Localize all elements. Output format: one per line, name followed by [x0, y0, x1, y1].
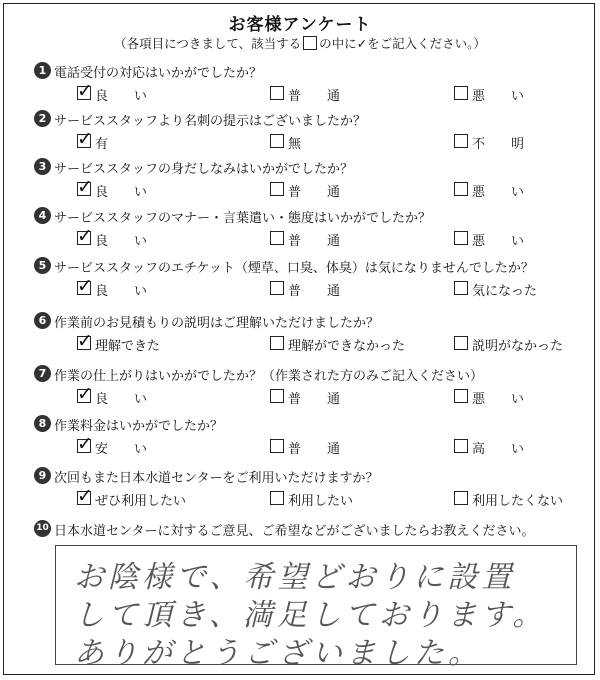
question-6 [34, 312, 594, 360]
answer-checkbox[interactable] [270, 134, 284, 148]
answer-label: 普 通 [288, 284, 341, 299]
question-9 [34, 467, 594, 515]
instruction-end: をご記入ください。） [367, 36, 486, 51]
answer-checkbox[interactable] [270, 86, 284, 100]
answer-checkbox[interactable] [77, 330, 93, 352]
question-text: 作業料金はいかがでしたか？ [54, 419, 224, 434]
answer-label: 理解ができなかった [288, 339, 406, 354]
answer-checkbox[interactable] [77, 433, 93, 455]
question-number: 7 [34, 365, 51, 382]
question-number: 9 [34, 467, 51, 484]
checkbox-sample-icon [303, 36, 317, 50]
answer-checkbox[interactable] [77, 225, 93, 247]
check-mark-icon: ✓ [77, 80, 93, 102]
instruction-before: （各項目につきまして、該当する [114, 36, 302, 51]
question-3 [34, 158, 594, 206]
question-number: 5 [34, 257, 51, 274]
question-number: 4 [34, 207, 51, 224]
question-4 [34, 207, 594, 255]
answer-label: 悪 い [472, 234, 525, 249]
answer-checkbox[interactable] [454, 336, 468, 350]
answer-checkbox[interactable] [454, 182, 468, 196]
question-number: 10 [34, 520, 51, 537]
question-1 [34, 62, 594, 110]
answer-label: 安 い [95, 442, 148, 457]
check-mark-icon: ✓ [77, 433, 93, 455]
answer-label: 普 通 [288, 234, 341, 249]
answer-label: 良 い [95, 89, 148, 104]
question-text: サービススタッフより名刺の提示はございましたか？ [54, 114, 367, 129]
free-comment-box[interactable] [55, 545, 577, 671]
answer-label: 悪 い [472, 392, 525, 407]
answer-label: 理解できた [95, 339, 161, 354]
answer-checkbox[interactable] [270, 281, 284, 295]
answer-label: 良 い [95, 185, 148, 200]
answer-label: 説明がなかった [472, 339, 564, 354]
question-number: 2 [34, 110, 51, 127]
answer-label: 利用したい [288, 494, 354, 509]
check-mark-icon: ✓ [77, 330, 93, 352]
answer-label: 良 い [95, 234, 148, 249]
question-text: 次回もまた日本水道センターをご利用いただけますか？ [54, 471, 379, 486]
answer-label: ぜひ利用したい [95, 494, 187, 509]
check-mark-icon: ✓ [77, 176, 93, 198]
question-5 [34, 257, 594, 305]
check-mark-icon: ✓ [77, 225, 93, 247]
answer-checkbox[interactable] [77, 128, 93, 150]
answer-checkbox[interactable] [454, 281, 468, 295]
question-text: 電話受付の対応はいかがでしたか？ [54, 66, 263, 81]
answer-checkbox[interactable] [77, 176, 93, 198]
question-2 [34, 110, 594, 158]
answer-checkbox[interactable] [270, 231, 284, 245]
answer-checkbox[interactable] [270, 389, 284, 403]
answer-label: 悪 い [472, 185, 525, 200]
answer-label: 普 通 [288, 89, 341, 104]
answer-label: 無 [288, 137, 302, 152]
page-title: お客様アンケート [228, 15, 372, 35]
answer-checkbox[interactable] [77, 275, 93, 297]
answer-label: 普 通 [288, 392, 341, 407]
check-mark-icon: ✓ [77, 383, 93, 405]
question-7 [34, 365, 594, 413]
answer-checkbox[interactable] [270, 336, 284, 350]
answer-checkbox[interactable] [270, 182, 284, 196]
answer-label: 良 い [95, 392, 148, 407]
answer-checkbox[interactable] [454, 439, 468, 453]
answer-checkbox[interactable] [77, 485, 93, 507]
instruction-text [0, 34, 600, 52]
question-number: 6 [34, 312, 51, 329]
answer-checkbox[interactable] [77, 80, 93, 102]
question-text: サービススタッフのエチケット（煙草、口臭、体臭）は気になりませんでしたか？ [54, 261, 534, 276]
check-mark-icon: ✓ [77, 128, 93, 150]
check-mark-icon: ✓ [77, 275, 93, 297]
check-mark-icon: ✓ [77, 485, 93, 507]
question-text: サービススタッフのマナー・言葉遣い・態度はいかがでしたか？ [54, 211, 432, 226]
answer-label: 有 [95, 137, 109, 152]
instruction-after: の中に [319, 36, 357, 51]
answer-checkbox[interactable] [270, 439, 284, 453]
handwriting-line: ありがとうございました。 [74, 636, 482, 671]
question-number: 1 [34, 62, 51, 79]
answer-checkbox[interactable] [454, 491, 468, 505]
answer-checkbox[interactable] [454, 86, 468, 100]
answer-checkbox[interactable] [454, 134, 468, 148]
answer-label: 悪 い [472, 89, 525, 104]
question-text: 日本水道センターに対するご意見、ご希望などがございましたらお教えください。 [54, 524, 535, 539]
check-mark-icon: ✓ [356, 36, 368, 51]
question-text: 作業前のお見積もりの説明はご理解いただけましたか？ [54, 316, 380, 331]
answer-label: 高 い [472, 442, 525, 457]
answer-label: 普 通 [288, 442, 341, 457]
answer-label: 良 い [95, 284, 148, 299]
question-8 [34, 415, 594, 463]
answer-label: 不 明 [472, 137, 525, 152]
question-number: 8 [34, 415, 51, 432]
answer-label: 普 通 [288, 185, 341, 200]
answer-label: 気になった [472, 284, 538, 299]
answer-checkbox[interactable] [270, 491, 284, 505]
handwriting-line: お陰様で、希望どおりに設置 [74, 560, 516, 595]
question-text: 作業の仕上がりはいかがでしたか？（作業された方のみご記入ください） [54, 369, 484, 384]
question-text: サービススタッフの身だしなみはいかがでしたか？ [54, 162, 354, 177]
answer-label: 利用したくない [472, 494, 564, 509]
handwriting-line: して頂き、満足しております。 [74, 598, 547, 633]
answer-checkbox[interactable] [454, 231, 468, 245]
answer-checkbox[interactable] [77, 383, 93, 405]
answer-checkbox[interactable] [454, 389, 468, 403]
question-number: 3 [34, 158, 51, 175]
